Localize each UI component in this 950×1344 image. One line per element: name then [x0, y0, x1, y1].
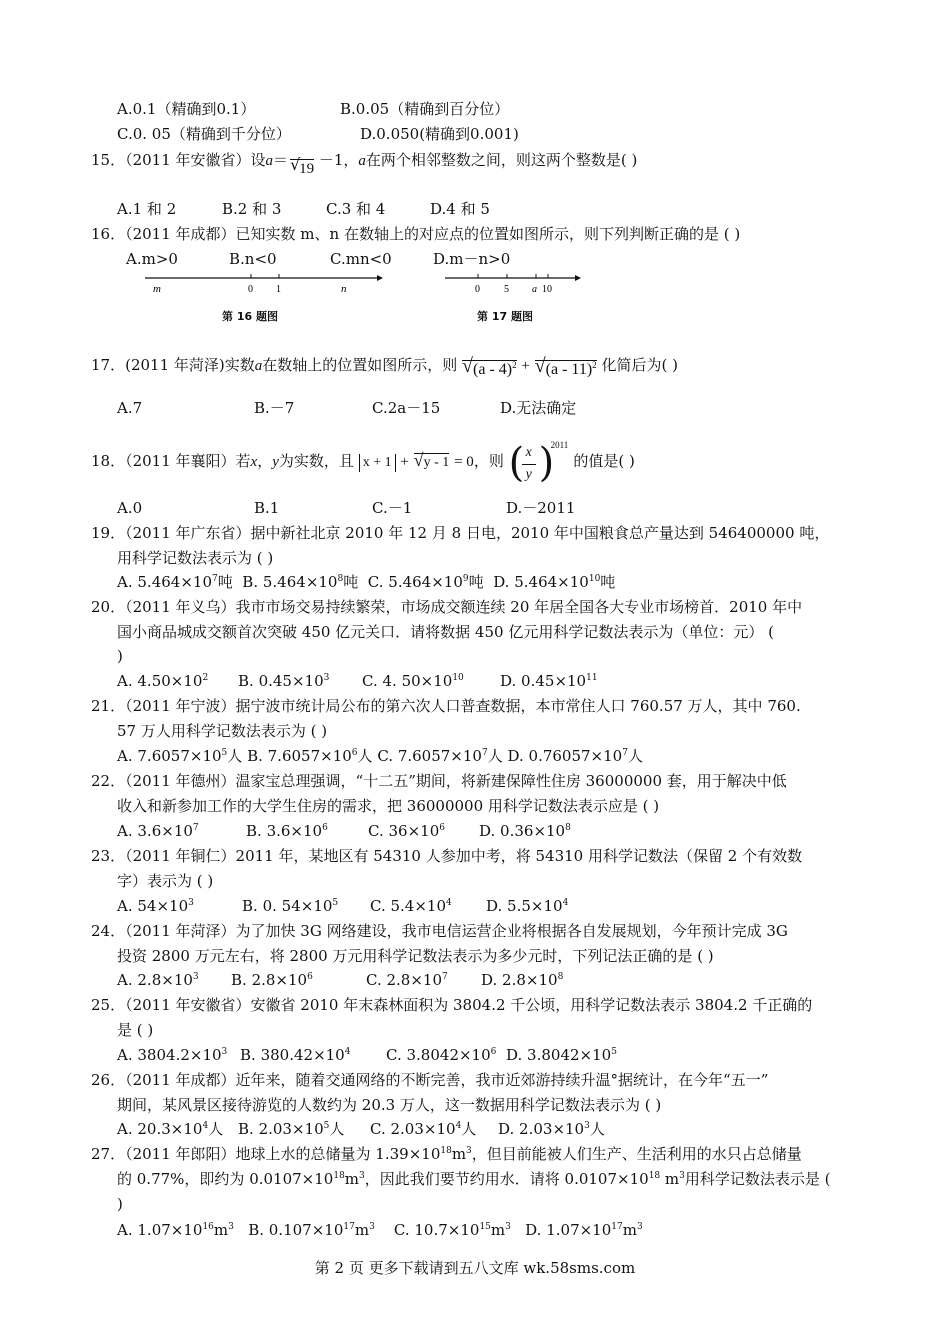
page-footer: 第 2 页 更多下载请到五八文库 wk.58sms.com	[314, 1259, 636, 1277]
q20-stem-line3: )	[117, 647, 123, 665]
q18-option-b: B.1	[254, 499, 280, 517]
q26-option-d: D. $2.03\times 10^3$人	[498, 1120, 605, 1138]
q14-option-a: A.0.1（精确到0.1）	[117, 100, 256, 118]
fig16-label-n: n	[341, 283, 347, 295]
q18-radical: √ y - 1	[413, 450, 450, 470]
radical-sign-icon: √	[413, 450, 424, 470]
q15-option-a: A.1 和 2	[117, 200, 177, 218]
fig16-number-line	[145, 270, 385, 298]
q23-stem-line1: 23．（2011 年铜仁）2011 年，某地区有 54310 人参加中考，将 54310 用科学记数法（保留 2 个有效数	[91, 847, 803, 865]
fig17-number-line	[445, 270, 585, 298]
q27-option-a: A. $1.07\times 10^{16}m^3$	[117, 1221, 234, 1239]
q17-option-d: D.无法确定	[500, 399, 577, 417]
q19-options	[117, 572, 615, 592]
q22-stem-line2: 收入和新参加工作的大学生住房的需求，把 36000000 用科学记数法表示应是 ( )	[117, 797, 660, 815]
fig17-label-five: 5	[504, 284, 509, 295]
q19-stem-line1: 19．（2011 年广东省）据中新社北京 2010 年 12 月 8 日电，2010 年中国粮食总产量达到 546400000 吨，	[91, 524, 830, 542]
q25-option-c: C. $3.8042\times 10^6$	[386, 1046, 497, 1064]
q25-stem-line1: 25．（2011 年安徽省）安徽省 2010 年末森林面积为 3804.2 千公顷，用科学记数法表示 3804.2 千正确的	[91, 996, 813, 1014]
q21-option-a: A. $7.6057\times 10^5$人	[117, 747, 243, 765]
fig16-label-m: m	[153, 283, 161, 295]
q27-stem-line1: 27．（2011 年郎阳）地球上水的总储量为 $1.39\times 10^{18}m^3$，但目前能被人们生产、生活利用的水只占总储量	[91, 1145, 802, 1163]
q26-option-c: C. $2.03\times 10^4$人	[370, 1120, 477, 1138]
fig17-label-zero: 0	[475, 284, 480, 295]
q14-option-b: B.0.05（精确到百分位）	[340, 100, 510, 118]
q17-option-b: B.－7	[254, 399, 295, 417]
q23-option-b: B. 0. $54\times 10^5$	[242, 897, 339, 915]
q19-stem-line2: 用科学记数法表示为 ( )	[117, 549, 274, 567]
fig17-label-a: a	[532, 284, 537, 295]
q22-option-c: C. $36\times 10^6$	[368, 822, 445, 840]
fig17-arrow-icon	[575, 275, 581, 281]
q16-option-c: C.mn<0	[330, 250, 392, 268]
q23-option-d: D. $5.5\times 10^4$	[486, 897, 569, 915]
q26-option-b: B. $2.03\times 10^5$人	[238, 1120, 345, 1138]
fig16-label-zero: 0	[248, 284, 253, 295]
fig17-label-ten: 10	[542, 284, 552, 295]
q18-stem: 18．（2011 年襄阳）若x，y为实数，且 x + 1 + √ y - 1 = 0，则 ( x y ) 2011 的值是( )	[91, 440, 635, 486]
q16-stem: 16．（2011 年成都）已知实数 m、n 在数轴上的对应点的位置如图所示，则下列判断正确的是 ( )	[91, 225, 741, 243]
fig17-caption: 第 17 题图	[477, 310, 533, 323]
q22-stem-line1: 22．（2011 年德州）温家宝总理强调，“十二五”期间，将新建保障性住房 36000000 套，用于解决中低	[91, 772, 787, 790]
q20-option-c: C. 4. $50\times 10^{10}$	[362, 672, 464, 690]
q20-stem-line2: 国小商品城成交额首次突破 450 亿元关口．请将数据 450 亿元用科学记数法表示为（单位：元） (	[117, 623, 774, 641]
q27-stem-line2: 的 0.77%，即约为 $0.0107\times 10^{18}m^3$，因此我们要节约用水．请将 $0.0107\times 10^{18}$ $m^3$用科学记数法表示是 (	[117, 1170, 831, 1188]
q27-option-c: C. $10.7\times 10^{15}m^3$	[393, 1221, 511, 1239]
sqrt-19: √ 19	[290, 155, 315, 177]
q25-option-a: A. $3804.2\times 10^3$	[117, 1046, 228, 1064]
q15-option-c: C.3 和 4	[326, 200, 386, 218]
q20-option-b: B. $0.45\times 10^3$	[238, 672, 330, 690]
q27-option-b: B. $0.107\times 10^{17}m^3$	[248, 1221, 375, 1239]
q17-option-a: A.7	[117, 399, 143, 417]
q24-stem-line1: 24．（2011 年菏泽）为了加快 3G 网络建设，我市电信运营企业将根据各自发展规划，今年预计完成 3G	[91, 922, 788, 940]
q24-stem-line2: 投资 2800 万元左右，将 2800 万元用科学记数法表示为多少元时，下列记法正确的是 ( )	[117, 947, 714, 965]
q14-option-d: D.0.050(精确到0.001)	[360, 125, 519, 143]
q24-option-b: B. $2.8\times 10^6$	[231, 971, 313, 989]
q21-stem-line2: 57 万人用科学记数法表示为 ( )	[117, 722, 328, 740]
q19-option-a: A. $5.464\times 10^7$吨	[117, 573, 233, 591]
q19-option-b: B. $5.464\times 10^8$吨	[242, 573, 359, 591]
q21-options	[117, 746, 643, 766]
left-paren-icon: (	[508, 440, 525, 486]
q21-option-d: D. $0.76057\times 10^7$人	[507, 747, 643, 765]
q27-stem-line3: )	[117, 1195, 123, 1213]
q17-radical-1: √ (a - 4)$^2$	[462, 355, 517, 378]
q18-option-a: A.0	[117, 499, 143, 517]
radical-sign-icon: √	[290, 155, 301, 174]
q18-option-c: C.－1	[372, 499, 413, 517]
fig16-label-one: 1	[276, 284, 281, 295]
radical-sign-icon: √	[462, 355, 474, 377]
q16-option-d: D.m－n>0	[433, 250, 511, 268]
q24-option-c: C. $2.8\times 10^7$	[366, 971, 448, 989]
fig16-caption: 第 16 题图	[222, 310, 278, 323]
q19-option-c: C. $5.464\times 10^9$吨	[367, 573, 484, 591]
q27-options	[117, 1220, 643, 1240]
q17-radical-2: √ (a - 11)$^2$	[534, 355, 597, 378]
q26-stem-line1: 26．（2011 年成都）近年来，随着交通网络的不断完善，我市近郊游持续升温°据统计，在今年“五一”	[91, 1071, 769, 1089]
q18-option-d: D.－2011	[506, 499, 576, 517]
q16-option-a: A.m>0	[126, 250, 178, 268]
q21-option-b: B. $7.6057\times 10^6$人	[247, 747, 373, 765]
radical-sign-icon: √	[534, 355, 546, 377]
q25-option-d: D. $3.8042\times 10^5$	[506, 1046, 617, 1064]
q21-option-c: C. $7.6057\times 10^7$人	[377, 747, 503, 765]
q21-stem-line1: 21．（2011 年宁波）据宁波市统计局公布的第六次人口普查数据，本市常住人口 760.57 万人，其中 760.	[91, 697, 801, 715]
q20-stem-line1: 20．（2011 年义乌）我市市场交易持续繁荣，市场成交额连续 20 年居全国各大专业市场榜首．2010 年中	[91, 598, 803, 616]
q22-option-b: B. $3.6\times 10^6$	[246, 822, 328, 840]
q22-option-d: D. $0.36\times 10^8$	[479, 822, 571, 840]
q16-option-b: B.n<0	[229, 250, 277, 268]
q26-stem-line2: 期间，某风景区接待游览的人数约为 20.3 万人，这一数据用科学记数法表示为 ( )	[117, 1096, 662, 1114]
right-paren-icon: )	[538, 440, 555, 486]
q17-stem: 17．(2011 年菏泽)实数a在数轴上的位置如图所示，则 √ (a - 4)$^2$ + √ (a - 11)$^2$ 化简后为( )	[91, 355, 678, 378]
q26-option-a: A. $20.3\times 10^4$人	[117, 1120, 224, 1138]
q18-fraction-power: ( x y ) 2011	[508, 440, 569, 486]
q23-stem-line2: 字）表示为 ( )	[117, 872, 214, 890]
q15-option-d: D.4 和 5	[430, 200, 490, 218]
q20-option-a: A. $4.50\times 10^2$	[117, 672, 209, 690]
q24-option-d: D. $2.8\times 10^8$	[481, 971, 564, 989]
q14-option-c: C.0. 05（精确到千分位）	[117, 125, 291, 143]
q22-option-a: A. $3.6\times 10^7$	[117, 822, 199, 840]
q23-option-a: A. $54\times 10^3$	[117, 897, 194, 915]
q15-stem: 15．（2011 年安徽省）设a＝ √ 19 －1，a在两个相邻整数之间，则这两个整数是( )	[91, 151, 638, 177]
q25-stem-line2: 是 ( )	[117, 1021, 154, 1039]
q27-option-d: D. $1.07\times 10^{17}m^3$	[525, 1221, 643, 1239]
q25-option-b: B. $380.42\times 10^4$	[240, 1046, 351, 1064]
q24-option-a: A. $2.8\times 10^3$	[117, 971, 199, 989]
q18-abs: x + 1	[359, 454, 396, 472]
q20-option-d: D. $0.45\times 10^{11}$	[500, 672, 598, 690]
q23-option-c: C. $5.4\times 10^4$	[370, 897, 452, 915]
q17-option-c: C.2a－15	[372, 399, 441, 417]
q19-option-d: D. $5.464\times 10^{10}$吨	[493, 573, 616, 591]
fig16-arrow-icon	[377, 275, 383, 281]
q15-option-b: B.2 和 3	[222, 200, 282, 218]
